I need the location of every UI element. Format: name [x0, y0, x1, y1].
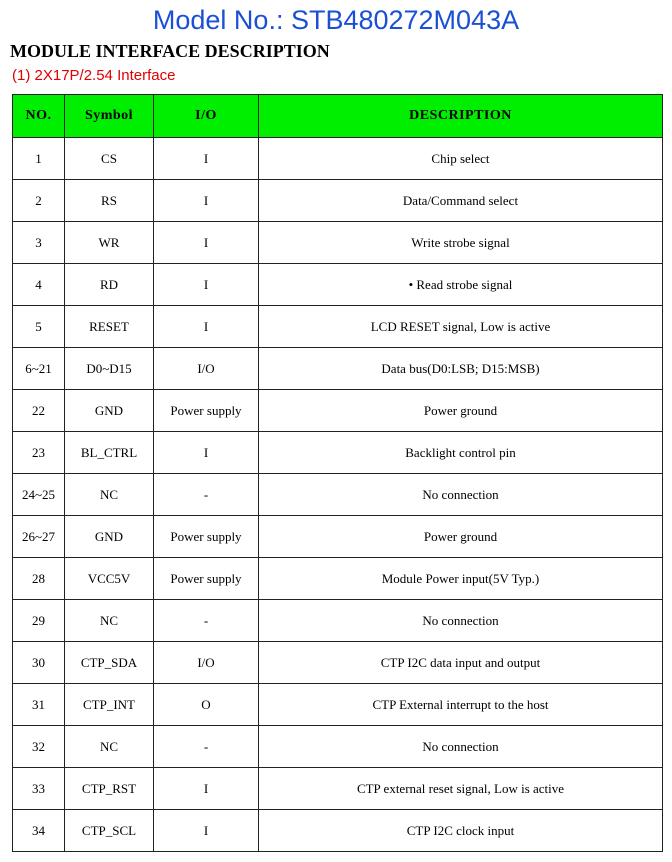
- pin-symbol-cell: BL_CTRL: [65, 432, 154, 474]
- pin-io-cell: I: [154, 768, 259, 810]
- pin-symbol-cell: GND: [65, 390, 154, 432]
- pin-description-cell: No connection: [259, 726, 663, 768]
- table-row: [13, 516, 663, 558]
- table-row: [13, 726, 663, 768]
- table-row: [13, 264, 663, 306]
- pin-description-cell: Backlight control pin: [259, 432, 663, 474]
- table-row: [13, 600, 663, 642]
- column-header-symbol: Symbol: [65, 95, 154, 138]
- pin-description-cell: LCD RESET signal, Low is active: [259, 306, 663, 348]
- pin-description-cell: • Read strobe signal: [259, 264, 663, 306]
- pin-number-cell: 1: [13, 138, 65, 180]
- pin-symbol-cell: GND: [65, 516, 154, 558]
- pin-number-cell: 23: [13, 432, 65, 474]
- pin-number-cell: 2: [13, 180, 65, 222]
- pin-io-cell: -: [154, 474, 259, 516]
- pin-symbol-cell: RS: [65, 180, 154, 222]
- pin-symbol-cell: CTP_SCL: [65, 810, 154, 852]
- pin-description-cell: No connection: [259, 474, 663, 516]
- pin-number-cell: 32: [13, 726, 65, 768]
- pin-io-cell: I: [154, 264, 259, 306]
- pin-description-cell: CTP I2C data input and output: [259, 642, 663, 684]
- pin-symbol-cell: CTP_RST: [65, 768, 154, 810]
- pin-symbol-cell: VCC5V: [65, 558, 154, 600]
- pin-symbol-cell: CTP_INT: [65, 684, 154, 726]
- pin-number-cell: 3: [13, 222, 65, 264]
- pin-io-cell: I: [154, 222, 259, 264]
- pin-io-cell: I/O: [154, 642, 259, 684]
- pin-io-cell: Power supply: [154, 558, 259, 600]
- pin-symbol-cell: NC: [65, 474, 154, 516]
- pin-description-cell: Power ground: [259, 390, 663, 432]
- table-row: [13, 306, 663, 348]
- pin-description-cell: Data/Command select: [259, 180, 663, 222]
- pin-io-cell: -: [154, 600, 259, 642]
- table-header-row: [13, 95, 663, 138]
- pin-description-cell: CTP External interrupt to the host: [259, 684, 663, 726]
- pin-number-cell: 29: [13, 600, 65, 642]
- pin-io-cell: Power supply: [154, 390, 259, 432]
- pin-number-cell: 4: [13, 264, 65, 306]
- pin-io-cell: -: [154, 726, 259, 768]
- pin-number-cell: 6~21: [13, 348, 65, 390]
- table-row: [13, 642, 663, 684]
- pin-number-cell: 24~25: [13, 474, 65, 516]
- table-row: [13, 138, 663, 180]
- table-row: [13, 684, 663, 726]
- column-header-description: DESCRIPTION: [259, 95, 663, 138]
- table-row: [13, 348, 663, 390]
- pin-description-cell: Module Power input(5V Typ.): [259, 558, 663, 600]
- pin-io-cell: Power supply: [154, 516, 259, 558]
- table-row: [13, 810, 663, 852]
- pin-description-cell: Power ground: [259, 516, 663, 558]
- pin-description-cell: Write strobe signal: [259, 222, 663, 264]
- section-title: MODULE INTERFACE DESCRIPTION: [10, 41, 330, 61]
- pin-number-cell: 33: [13, 768, 65, 810]
- pin-symbol-cell: CS: [65, 138, 154, 180]
- interface-subtitle: (1) 2X17P/2.54 Interface: [12, 67, 176, 84]
- table-row: [13, 180, 663, 222]
- pin-symbol-cell: WR: [65, 222, 154, 264]
- table-row: [13, 558, 663, 600]
- pin-symbol-cell: RESET: [65, 306, 154, 348]
- column-header-no: NO.: [13, 95, 65, 138]
- pin-symbol-cell: RD: [65, 264, 154, 306]
- pin-io-cell: I: [154, 138, 259, 180]
- pin-io-cell: I/O: [154, 348, 259, 390]
- table-row: [13, 768, 663, 810]
- pin-number-cell: 26~27: [13, 516, 65, 558]
- pin-description-cell: Chip select: [259, 138, 663, 180]
- pin-table-body: [13, 138, 663, 852]
- pin-io-cell: I: [154, 432, 259, 474]
- pin-description-cell: CTP external reset signal, Low is active: [259, 768, 663, 810]
- pin-number-cell: 34: [13, 810, 65, 852]
- pin-number-cell: 30: [13, 642, 65, 684]
- pin-number-cell: 22: [13, 390, 65, 432]
- pin-io-cell: I: [154, 180, 259, 222]
- pin-number-cell: 28: [13, 558, 65, 600]
- pin-number-cell: 5: [13, 306, 65, 348]
- pin-description-cell: CTP I2C clock input: [259, 810, 663, 852]
- pin-symbol-cell: D0~D15: [65, 348, 154, 390]
- table-row: [13, 432, 663, 474]
- pin-description-cell: Data bus(D0:LSB; D15:MSB): [259, 348, 663, 390]
- pin-symbol-cell: NC: [65, 726, 154, 768]
- column-header-io: I/O: [154, 95, 259, 138]
- pin-table: [12, 94, 663, 852]
- pin-number-cell: 31: [13, 684, 65, 726]
- model-title: Model No.: STB480272M043A: [152, 5, 520, 35]
- pin-io-cell: I: [154, 810, 259, 852]
- table-row: [13, 222, 663, 264]
- pin-description-cell: No connection: [259, 600, 663, 642]
- table-row: [13, 474, 663, 516]
- pin-io-cell: O: [154, 684, 259, 726]
- pin-io-cell: I: [154, 306, 259, 348]
- table-row: [13, 390, 663, 432]
- pin-symbol-cell: CTP_SDA: [65, 642, 154, 684]
- pin-symbol-cell: NC: [65, 600, 154, 642]
